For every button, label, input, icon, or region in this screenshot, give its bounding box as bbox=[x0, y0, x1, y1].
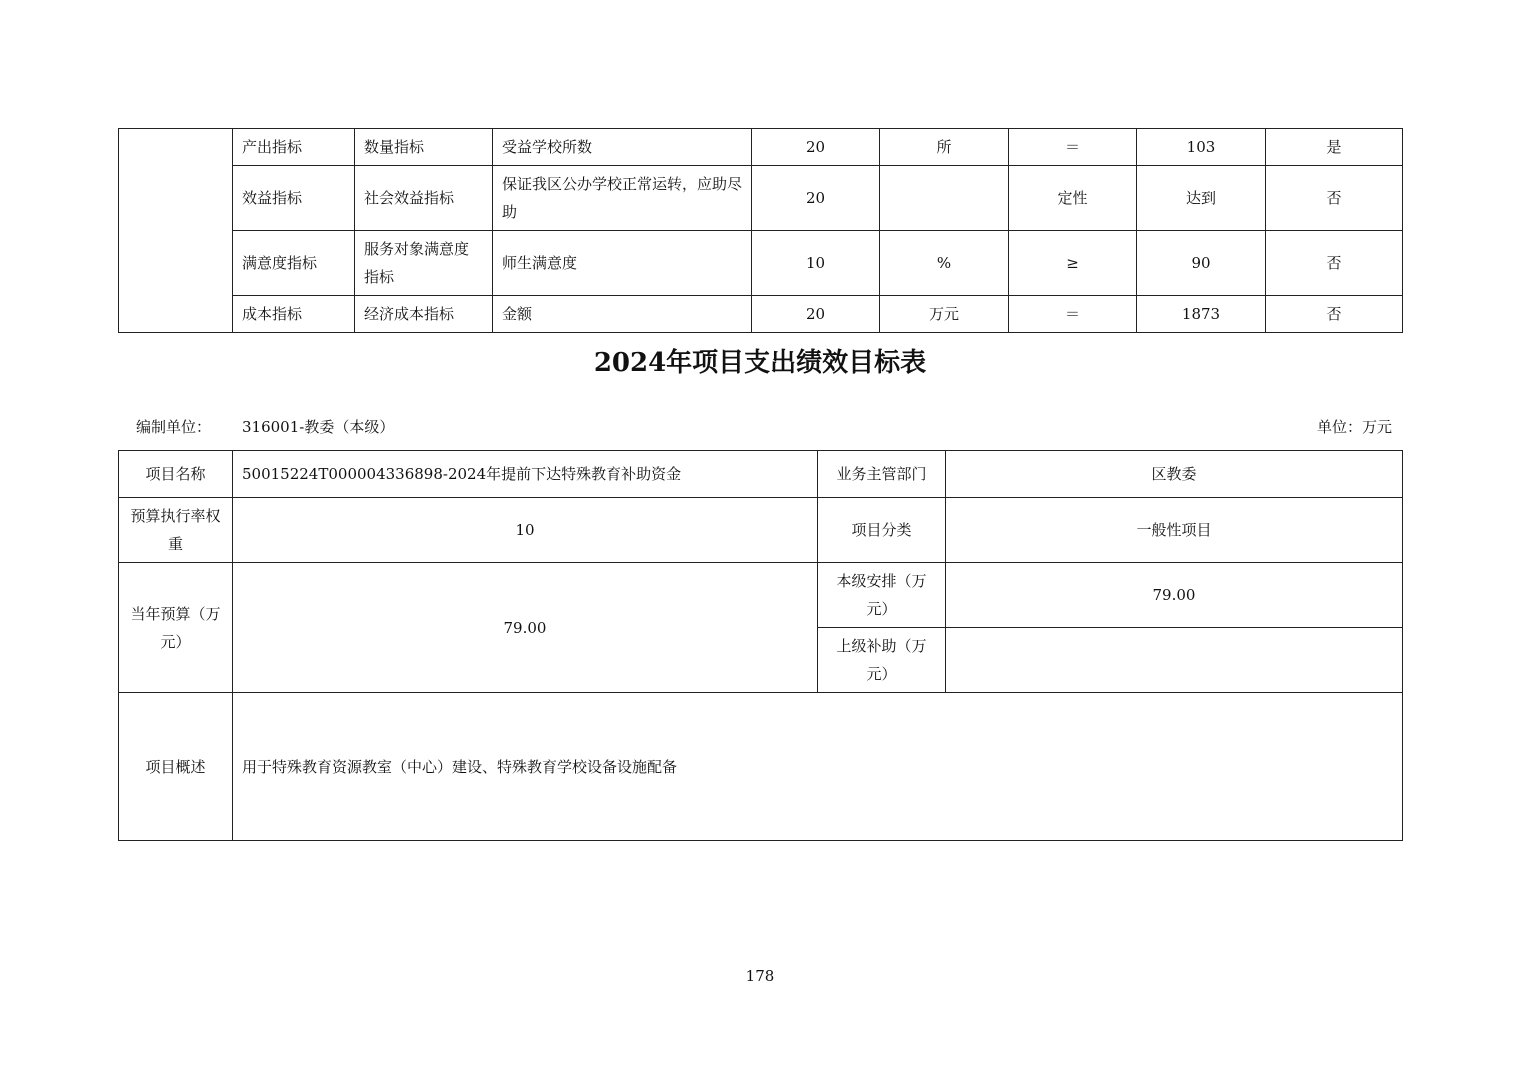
table-row bbox=[119, 451, 1403, 498]
indicator-table bbox=[118, 128, 1403, 333]
budget-label: 当年预算（万元） bbox=[119, 563, 233, 693]
indicator-item: 师生满意度 bbox=[493, 231, 752, 296]
indicator-operator: ＝ bbox=[1009, 296, 1137, 333]
indicator-unit: 所 bbox=[880, 129, 1009, 166]
dept-label: 业务主管部门 bbox=[818, 451, 946, 498]
indicator-operator: ≥ bbox=[1009, 231, 1137, 296]
org-value: 316001-教委（本级） bbox=[242, 418, 395, 436]
org-label: 编制单位： bbox=[136, 418, 212, 436]
indicator-core: 是 bbox=[1266, 129, 1403, 166]
indicator-core: 否 bbox=[1266, 231, 1403, 296]
overview-label: 项目概述 bbox=[119, 693, 233, 841]
indicator-subcategory: 数量指标 bbox=[355, 129, 493, 166]
project-name-value: 50015224T000004336898-2024年提前下达特殊教育补助资金 bbox=[233, 451, 818, 498]
page-number: 178 bbox=[745, 967, 775, 985]
indicator-weight: 20 bbox=[752, 129, 880, 166]
table-row bbox=[119, 129, 1403, 166]
page-title: 2024年项目支出绩效目标表 bbox=[593, 348, 927, 378]
class-value: 一般性项目 bbox=[946, 498, 1403, 563]
indicator-item: 受益学校所数 bbox=[493, 129, 752, 166]
indicator-category: 成本指标 bbox=[233, 296, 355, 333]
indicator-target: 90 bbox=[1137, 231, 1266, 296]
table-row bbox=[119, 296, 1403, 333]
class-label: 项目分类 bbox=[818, 498, 946, 563]
local-label: 本级安排（万元） bbox=[818, 563, 946, 628]
indicator-unit: 万元 bbox=[880, 296, 1009, 333]
indicator-subcategory: 经济成本指标 bbox=[355, 296, 493, 333]
indicator-target: 达到 bbox=[1137, 166, 1266, 231]
blank-cell bbox=[119, 129, 233, 333]
table-row bbox=[119, 231, 1403, 296]
indicator-item: 保证我区公办学校正常运转，应助尽助 bbox=[493, 166, 752, 231]
indicator-item: 金额 bbox=[493, 296, 752, 333]
indicator-operator: ＝ bbox=[1009, 129, 1137, 166]
subsidy-label: 上级补助（万元） bbox=[818, 628, 946, 693]
indicator-unit bbox=[880, 166, 1009, 231]
unit-label: 单位：万元 bbox=[1316, 418, 1392, 436]
table-row bbox=[119, 563, 1403, 628]
budget-value: 79.00 bbox=[233, 563, 818, 693]
indicator-core: 否 bbox=[1266, 166, 1403, 231]
indicator-category: 产出指标 bbox=[233, 129, 355, 166]
table-row bbox=[119, 693, 1403, 841]
rate-label: 预算执行率权重 bbox=[119, 498, 233, 563]
indicator-weight: 20 bbox=[752, 166, 880, 231]
indicator-subcategory: 服务对象满意度指标 bbox=[355, 231, 493, 296]
indicator-operator: 定性 bbox=[1009, 166, 1137, 231]
indicator-unit: % bbox=[880, 231, 1009, 296]
table-row bbox=[119, 498, 1403, 563]
indicator-target: 103 bbox=[1137, 129, 1266, 166]
indicator-category: 效益指标 bbox=[233, 166, 355, 231]
project-name-label: 项目名称 bbox=[119, 451, 233, 498]
indicator-weight: 20 bbox=[752, 296, 880, 333]
indicator-category: 满意度指标 bbox=[233, 231, 355, 296]
indicator-weight: 10 bbox=[752, 231, 880, 296]
dept-value: 区教委 bbox=[946, 451, 1403, 498]
local-value: 79.00 bbox=[946, 563, 1403, 628]
rate-value: 10 bbox=[233, 498, 818, 563]
indicator-core: 否 bbox=[1266, 296, 1403, 333]
indicator-subcategory: 社会效益指标 bbox=[355, 166, 493, 231]
indicator-target: 1873 bbox=[1137, 296, 1266, 333]
project-table bbox=[118, 450, 1403, 841]
table-row bbox=[119, 166, 1403, 231]
overview-value: 用于特殊教育资源教室（中心）建设、特殊教育学校设备设施配备 bbox=[233, 693, 1403, 841]
subsidy-value bbox=[946, 628, 1403, 693]
